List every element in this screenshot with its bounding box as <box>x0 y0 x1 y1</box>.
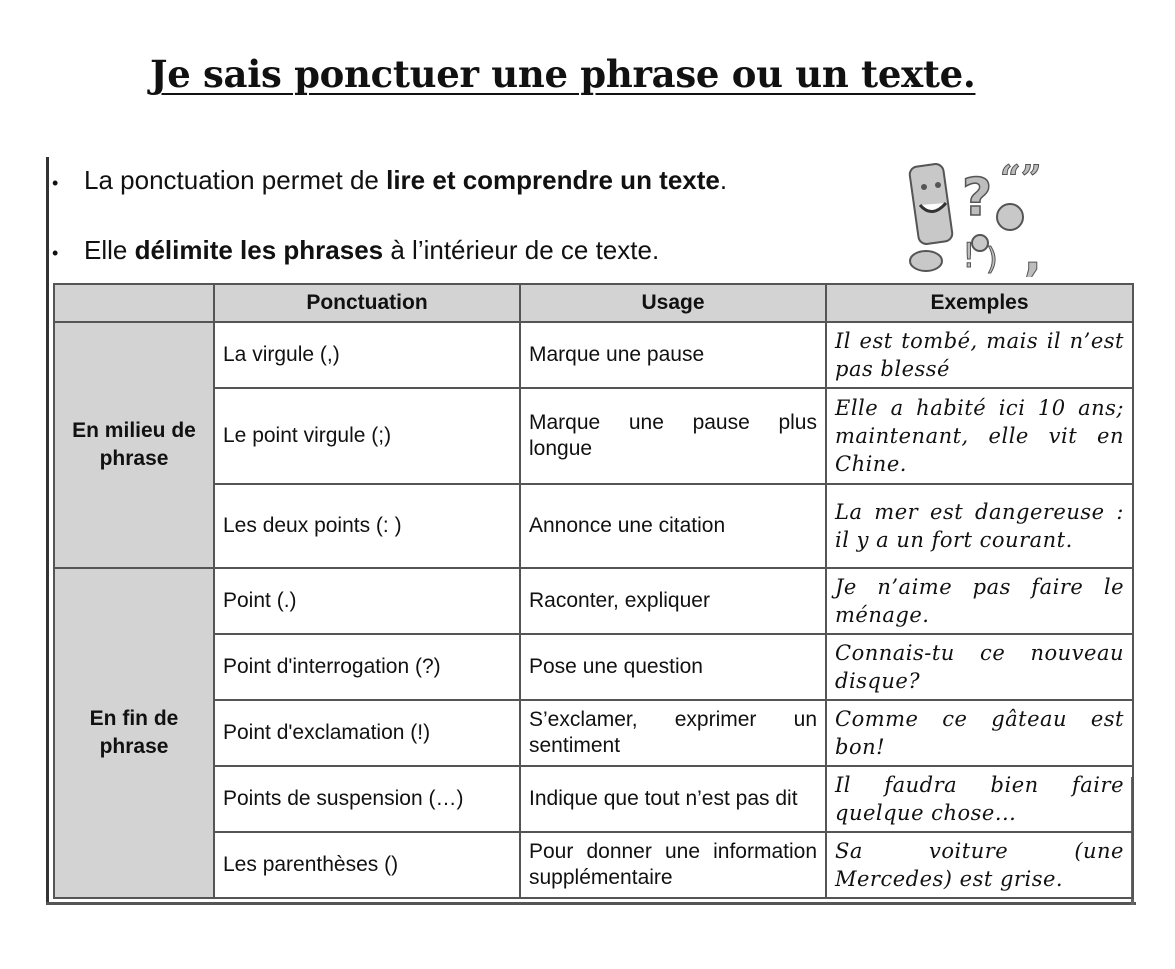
table-header-row <box>54 284 1133 322</box>
example-cell: Elle a habité ici 10 ans; maintenant, elle vit en Chine. <box>826 388 1133 484</box>
usage-cell: Marque une pause <box>520 322 826 388</box>
example-cell: Comme ce gâteau est bon! <box>826 700 1133 766</box>
table-row <box>54 832 1133 898</box>
example-cell: Sa voiture (une Mercedes) est grise. <box>826 832 1133 898</box>
intro-bullet-1: • La ponctuation permet de lire et comprendre un texte. <box>52 165 728 195</box>
example-cell: Il faudra bien faire quelque chose... <box>826 766 1133 832</box>
ponctuation-cell: Le point virgule (;) <box>214 388 520 484</box>
svg-text:!: ! <box>962 236 976 276</box>
ponctuation-cell: Point d'exclamation (!) <box>214 700 520 766</box>
table-row <box>54 568 1133 634</box>
ponctuation-cell: Point (.) <box>214 568 520 634</box>
usage-cell: Annonce une citation <box>520 484 826 568</box>
ponctuation-cell: Les deux points (: ) <box>214 484 520 568</box>
usage-cell: Pose une question <box>520 634 826 700</box>
ponctuation-cell: Point d'interrogation (?) <box>214 634 520 700</box>
bullet-icon: • <box>52 243 59 263</box>
intro-bullet-2: • Elle délimite les phrases à l’intérieur de ce texte. <box>52 235 660 265</box>
svg-text:,: , <box>1024 228 1042 277</box>
header-blank <box>54 284 214 322</box>
svg-text:“”: “” <box>1000 158 1042 200</box>
group-label-fin: En fin de phrase <box>54 568 214 898</box>
table-row <box>54 388 1133 484</box>
left-border <box>46 157 49 905</box>
header-exemples: Exemples <box>826 284 1133 322</box>
usage-cell: Pour donner une information supplémentaire <box>520 832 826 898</box>
table-row <box>54 700 1133 766</box>
svg-text:?: ? <box>962 168 993 228</box>
ponctuation-cell: Les parenthèses () <box>214 832 520 898</box>
svg-text:): ) <box>986 242 998 277</box>
punctuation-table <box>53 283 1134 899</box>
usage-cell: Marque une pause plus longue <box>520 388 826 484</box>
example-cell: Connais-tu ce nouveau disque? <box>826 634 1133 700</box>
example-cell: La mer est dangereuse : il y a un fort courant. <box>826 484 1133 568</box>
usage-cell: Raconter, expliquer <box>520 568 826 634</box>
table-row <box>54 766 1133 832</box>
group-label-milieu: En milieu de phrase <box>54 322 214 568</box>
page-title: Je sais ponctuer une phrase ou un texte. <box>150 52 976 96</box>
header-ponctuation: Ponctuation <box>214 284 520 322</box>
punctuation-characters-icon <box>906 157 1066 277</box>
bullet-icon: • <box>52 173 59 193</box>
lesson-panel <box>46 157 1136 907</box>
ponctuation-cell: Points de suspension (…) <box>214 766 520 832</box>
header-usage: Usage <box>520 284 826 322</box>
table-row <box>54 322 1133 388</box>
usage-cell: S’exclamer, exprimer un sentiment <box>520 700 826 766</box>
table-row <box>54 484 1133 568</box>
table-row <box>54 634 1133 700</box>
example-cell: Il est tombé, mais il n’est pas blessé <box>826 322 1133 388</box>
example-cell: Je n’aime pas faire le ménage. <box>826 568 1133 634</box>
ponctuation-cell: La virgule (,) <box>214 322 520 388</box>
usage-cell: Indique que tout n’est pas dit <box>520 766 826 832</box>
bottom-border <box>46 902 1136 905</box>
